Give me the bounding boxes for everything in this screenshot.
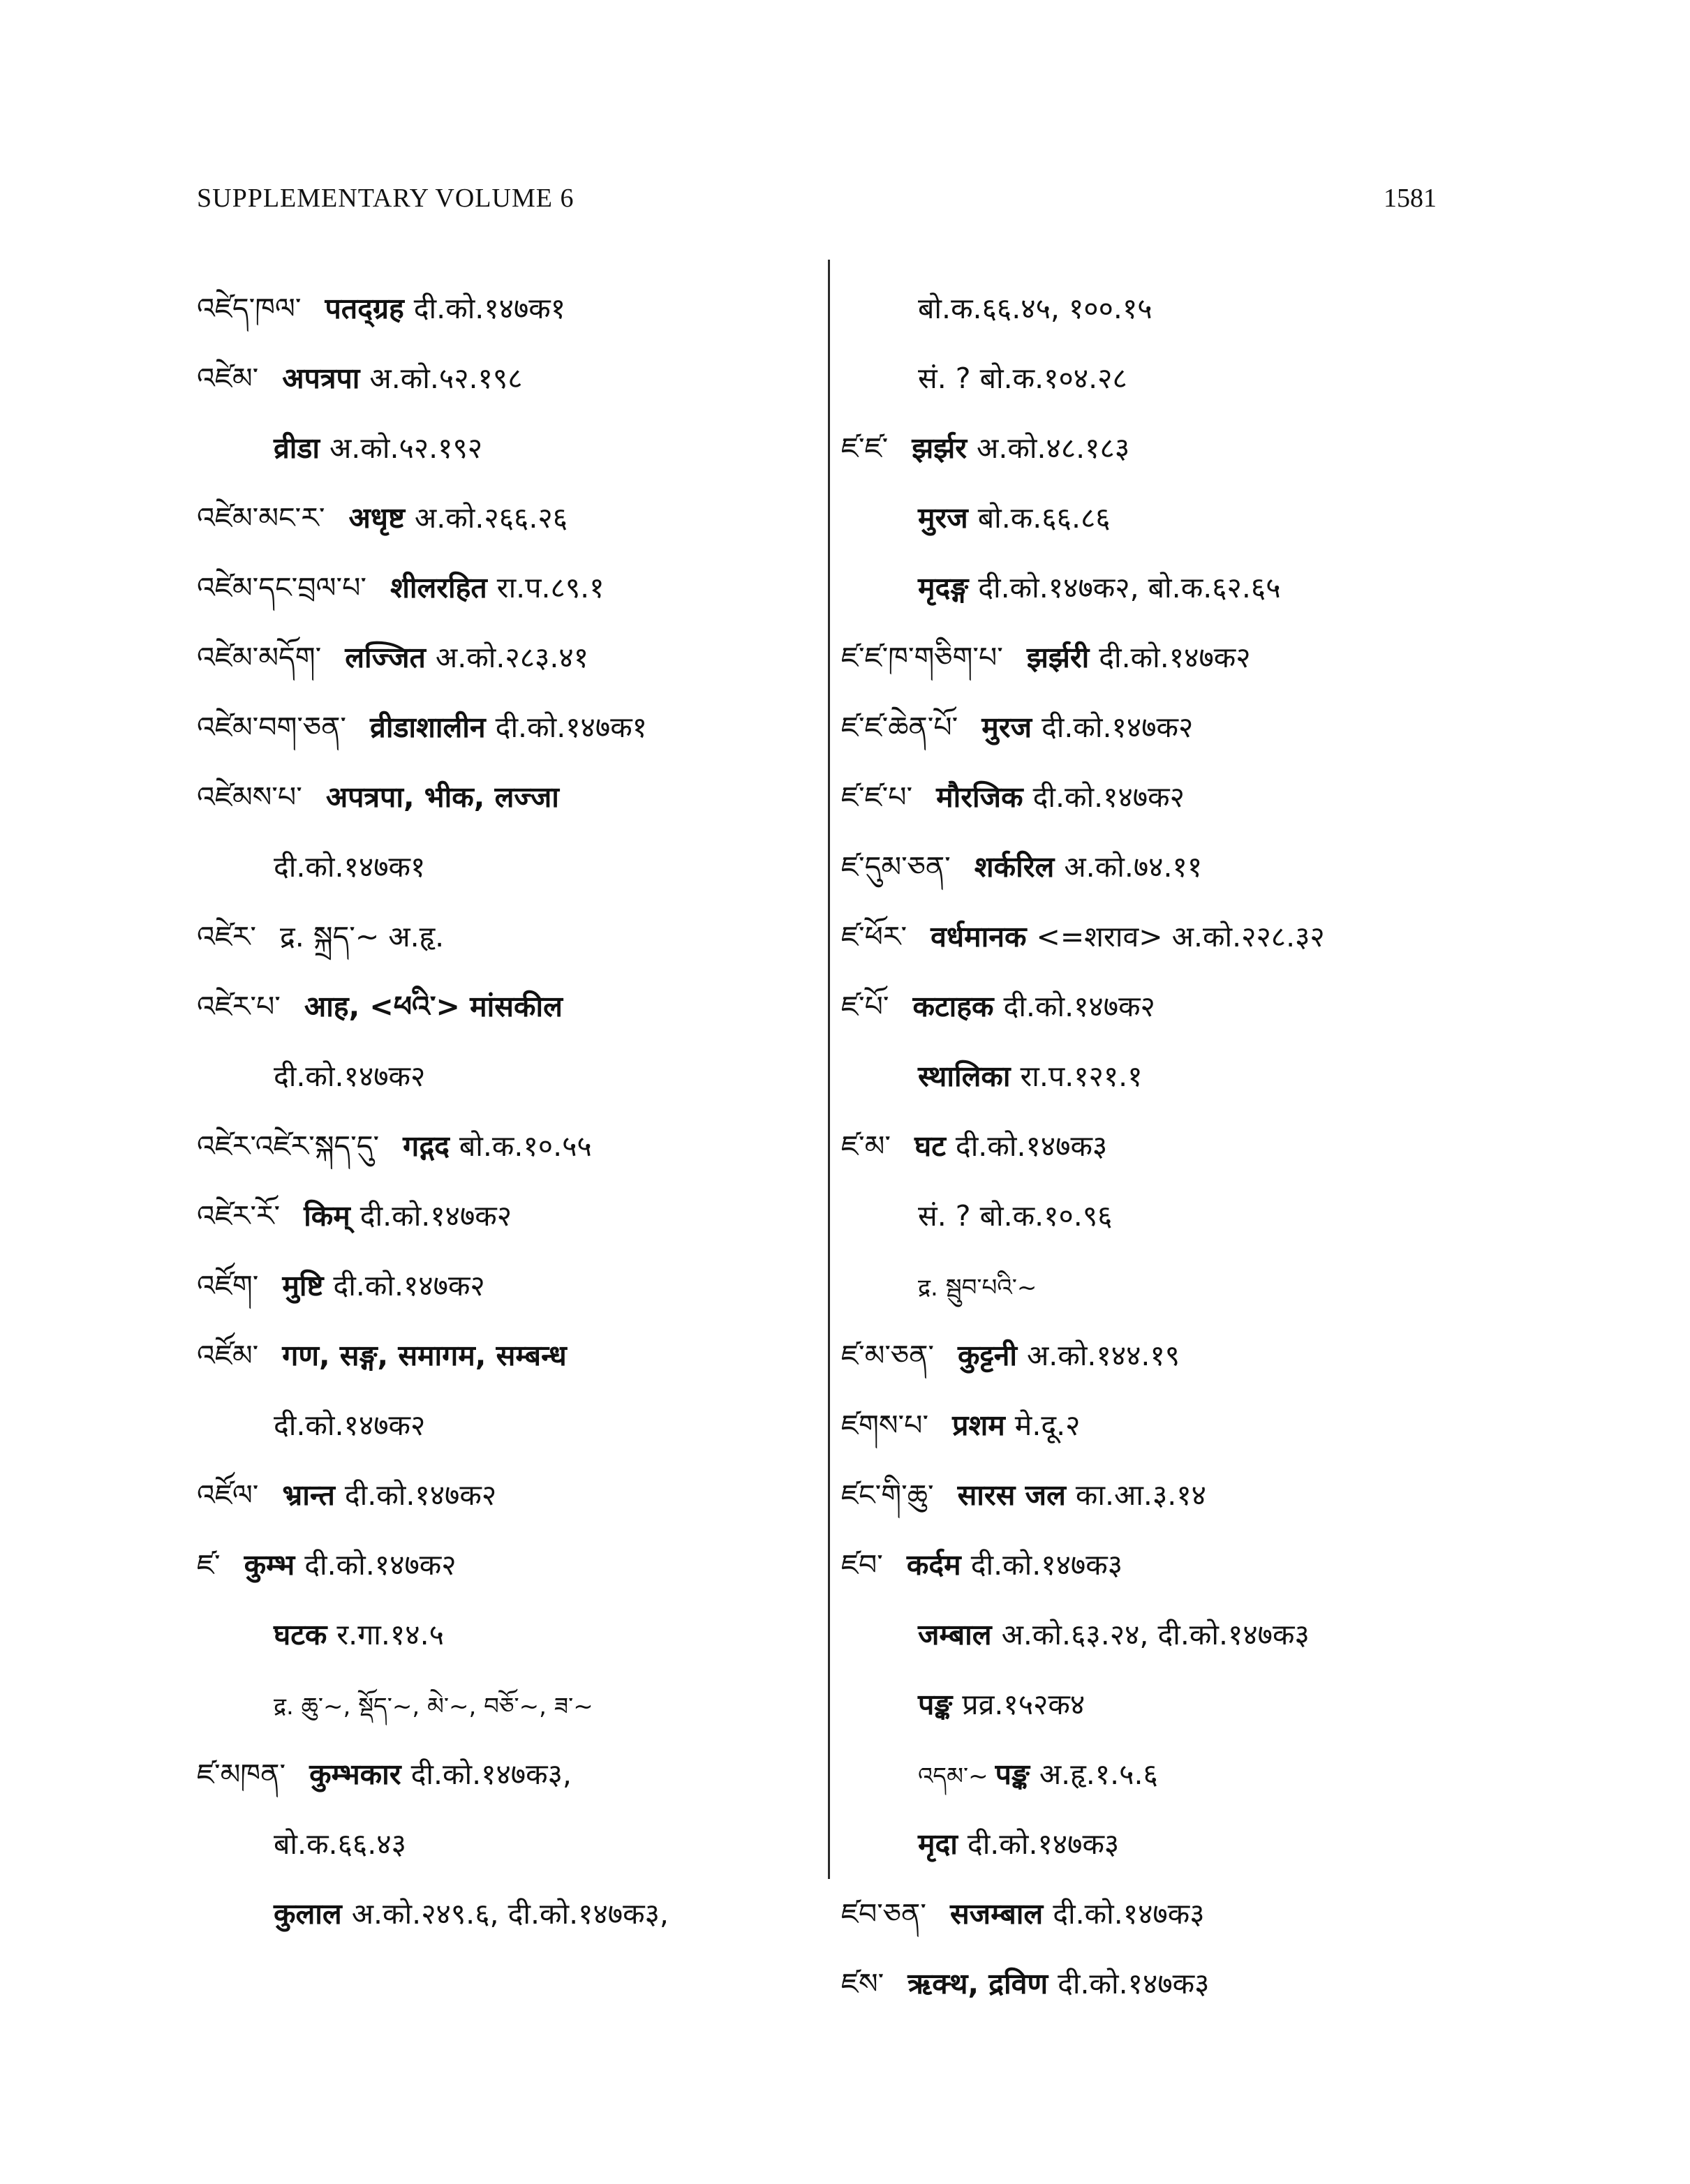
dictionary-entry <box>197 1181 811 1251</box>
entry-line <box>197 1530 811 1600</box>
sanskrit-equivalent: कटाहक <box>912 990 994 1023</box>
source-reference: र.गा.१४.५ <box>336 1618 444 1651</box>
source-reference: दी.को.१४७क१ <box>413 292 566 325</box>
source-reference: का.आ.३.१४ <box>1075 1478 1206 1512</box>
source-reference: दी.को.१४७क२ <box>333 1269 485 1302</box>
sanskrit-equivalent: व्रीडा <box>274 431 320 465</box>
tibetan-headword: ཛ་དུམ་ཅན་ <box>841 850 951 884</box>
entry-line <box>841 692 1455 762</box>
source-reference: अ.को.६३.२४, दी.को.१४७क३ <box>1001 1618 1310 1651</box>
source-reference: सं. ? बो.क.१०.९६ <box>918 1199 1113 1233</box>
entry-line <box>197 1181 811 1251</box>
sanskrit-equivalent: शीलरहित <box>390 571 487 604</box>
sanskrit-equivalent: मौरजिक <box>936 780 1023 814</box>
tibetan-headword: ཛ་ཛ་པ་ <box>841 780 913 814</box>
entry-line <box>841 623 1455 692</box>
source-reference: द्र. ཆུ་~, སྡོད་~, མེ་~, བཅོ་~, ཟ་~ <box>274 1693 593 1721</box>
entry-line <box>841 1251 1455 1321</box>
sanskrit-equivalent: ऋक्थ, द्रविण <box>907 1967 1048 2000</box>
entry-line <box>197 1809 811 1879</box>
dictionary-entry <box>197 902 811 972</box>
entry-line <box>197 483 811 553</box>
sanskrit-equivalent: अपत्रपा, भीक, लज्जा <box>325 780 559 814</box>
entry-line <box>197 623 811 692</box>
tibetan-headword: འཛེར་པ་ <box>197 990 281 1023</box>
source-reference: बो.क.६६.४३ <box>274 1827 406 1861</box>
source-reference: अ.को.२४९.६, दी.को.१४७क३, <box>351 1897 669 1931</box>
entry-line <box>841 1670 1455 1739</box>
right-column <box>841 274 1455 2019</box>
sanskrit-equivalent: कुट्टनी <box>958 1339 1017 1372</box>
source-reference: प्रव्र.१५२क४ <box>962 1688 1085 1721</box>
dictionary-entry <box>841 1390 1455 1460</box>
sanskrit-equivalent: झर्झर <box>912 431 968 465</box>
source-reference: दी.को.१४७क३ <box>1058 1967 1210 2000</box>
sanskrit-equivalent: घट <box>914 1129 946 1163</box>
dictionary-entry <box>841 1949 1455 2019</box>
sanskrit-equivalent: प्रशम <box>952 1409 1005 1442</box>
sanskrit-equivalent: कुलाल <box>274 1897 342 1931</box>
sanskrit-equivalent: अपत्रपा <box>282 362 360 395</box>
entry-line <box>841 1321 1455 1390</box>
source-reference: द्र. སྐྲད་~ अ.हृ. <box>280 920 445 953</box>
source-reference: दी.को.१४७क२ <box>1003 990 1155 1023</box>
entry-line <box>841 1809 1455 1879</box>
dictionary-entry <box>197 553 811 623</box>
page-header <box>197 183 1453 225</box>
tibetan-headword: འཛེར་རོ་ <box>197 1199 281 1233</box>
source-reference: अ.को.१४४.१९ <box>1026 1339 1180 1372</box>
tibetan-headword: འཛེམས་པ་ <box>197 780 302 814</box>
entry-line <box>841 1530 1455 1600</box>
entry-line <box>197 1321 811 1390</box>
tibetan-headword: འཛེམ་མདོག་ <box>197 641 322 674</box>
entry-line <box>841 483 1455 553</box>
dictionary-entry <box>841 1321 1455 1390</box>
tibetan-headword: འཛེར་ <box>197 920 256 953</box>
source-reference: बो.क.१०.५५ <box>459 1129 592 1163</box>
entry-line <box>841 1600 1455 1670</box>
sanskrit-equivalent: सारस जल <box>957 1478 1066 1512</box>
tibetan-headword: འཛོལ་ <box>197 1478 259 1512</box>
source-reference: अ.को.५२.१९८ <box>369 362 523 395</box>
sanskrit-equivalent: मुष्टि <box>282 1269 324 1302</box>
dictionary-entry <box>197 1530 811 1739</box>
entry-line <box>197 343 811 413</box>
running-head: SUPPLEMENTARY VOLUME 6 <box>197 184 575 213</box>
source-reference: दी.को.१४७क२ <box>1042 711 1194 744</box>
sanskrit-equivalent: वर्धमानक <box>931 920 1027 953</box>
dictionary-entry <box>197 1739 811 1949</box>
dictionary-entry <box>841 274 1455 413</box>
tibetan-headword: འཛེམ་མང་ར་ <box>197 501 325 535</box>
dictionary-entry <box>841 762 1455 832</box>
tibetan-headword: ཛ་ཛ་ཆེན་པོ་ <box>841 711 958 744</box>
sanskrit-equivalent: भ्रान्त <box>282 1478 335 1512</box>
source-reference: दी.को.१४७क२ <box>1099 641 1251 674</box>
source-reference: द्र. སྦུབ་པའི་~ <box>918 1274 1037 1302</box>
tibetan-headword: ཛགས་པ་ <box>841 1409 929 1442</box>
sanskrit-equivalent: कुम्भ <box>244 1548 295 1582</box>
entry-line <box>841 902 1455 972</box>
entry-line <box>841 553 1455 623</box>
entry-line <box>197 762 811 832</box>
entry-line <box>841 1181 1455 1251</box>
sanskrit-equivalent: झर्झरी <box>1026 641 1090 674</box>
source-reference: <=शराव> अ.को.२२८.३२ <box>1036 920 1325 953</box>
sanskrit-equivalent: लज्जित <box>345 641 426 674</box>
dictionary-entry <box>841 902 1455 972</box>
source-reference: अ.को.७४.११ <box>1064 850 1203 884</box>
tibetan-headword: འཛེམ་བག་ཅན་ <box>197 711 347 744</box>
dictionary-entry <box>197 762 811 902</box>
source-reference: दी.को.१४७क२, बो.क.६२.६५ <box>978 571 1281 604</box>
entry-line <box>197 553 811 623</box>
sanskrit-equivalent: व्रीडाशालीन <box>370 711 486 744</box>
source-reference: मे.दू.२ <box>1014 1409 1081 1442</box>
entry-line <box>197 274 811 343</box>
source-reference: रा.प.१२१.१ <box>1020 1060 1143 1093</box>
sanskrit-equivalent: अधृष्ट <box>348 501 405 535</box>
entry-line <box>197 1390 811 1460</box>
source-reference: दी.को.१४७क२ <box>360 1199 512 1233</box>
tibetan-headword: ཛ་མ་ <box>841 1129 891 1163</box>
sanskrit-equivalent: मृदङ्ग <box>918 571 969 604</box>
sanskrit-equivalent: कुम्भकार <box>309 1758 401 1791</box>
sanskrit-equivalent: आह, <ཕའི་> मांसकील <box>304 990 563 1023</box>
entry-line <box>841 762 1455 832</box>
tibetan-headword: ཛབ་ཅན་ <box>841 1897 926 1931</box>
source-reference: दी.को.१४७क२ <box>274 1060 426 1093</box>
entry-line <box>841 1460 1455 1530</box>
entry-line <box>841 1390 1455 1460</box>
sanskrit-equivalent: किम् <box>304 1199 350 1233</box>
source-reference: बो.क.६६.४५, १००.१५ <box>918 292 1152 325</box>
entry-line <box>197 413 811 483</box>
dictionary-entry <box>197 483 811 553</box>
source-reference: दी.को.१४७क३ <box>955 1129 1108 1163</box>
source-reference: अ.को.५२.१९२ <box>329 431 483 465</box>
tibetan-headword: ཛ་ <box>197 1548 221 1582</box>
dictionary-entry <box>841 972 1455 1111</box>
dictionary-entry <box>197 1111 811 1181</box>
dictionary-entry <box>841 413 1455 623</box>
tibetan-headword: ཛ་པོ་ <box>841 990 889 1023</box>
entry-line <box>197 972 811 1041</box>
sanskrit-equivalent: मृदा <box>918 1827 958 1861</box>
entry-line <box>841 1949 1455 2019</box>
dictionary-entry <box>841 832 1455 902</box>
dictionary-entry <box>197 1251 811 1321</box>
entry-line <box>841 972 1455 1041</box>
dictionary-entry <box>197 1321 811 1460</box>
sanskrit-equivalent: कर्दम <box>906 1548 961 1582</box>
tibetan-headword: ཛ་ཛ་ <box>841 431 889 465</box>
source-reference: दी.को.१४७क२ <box>304 1548 457 1582</box>
tibetan-headword: འཛེར་འཛེར་སྐད་དུ་ <box>197 1129 380 1163</box>
page-number: 1581 <box>1384 184 1437 213</box>
source-reference: अ.हृ.१.५.६ <box>1039 1758 1158 1791</box>
tibetan-headword: འཛོག་ <box>197 1269 259 1302</box>
sanskrit-equivalent: पङ्क <box>995 1758 1030 1791</box>
entry-line <box>197 902 811 972</box>
compound-prefix: འདམ་~ <box>918 1762 988 1790</box>
sanskrit-equivalent: सजम्बाल <box>949 1897 1044 1931</box>
entry-line <box>841 832 1455 902</box>
source-reference: दी.को.१४७क१ <box>274 850 426 884</box>
dictionary-entry <box>841 623 1455 692</box>
dictionary-entry <box>197 343 811 483</box>
entry-line <box>841 1041 1455 1111</box>
column-divider <box>828 260 830 1879</box>
entry-line <box>197 1251 811 1321</box>
tibetan-headword: འཛེད་ཁལ་ <box>197 292 302 325</box>
source-reference: दी.को.१४७क३, <box>410 1758 572 1791</box>
tibetan-headword: འཛེམ་དང་བྲལ་པ་ <box>197 571 366 604</box>
entry-line <box>197 832 811 902</box>
dictionary-entry <box>841 1530 1455 1879</box>
sanskrit-equivalent: शर्करिल <box>974 850 1055 884</box>
source-reference: अ.को.४८.१८३ <box>977 431 1130 465</box>
source-reference: रा.प.८९.१ <box>496 571 605 604</box>
entry-line <box>197 1600 811 1670</box>
entry-line <box>197 1041 811 1111</box>
entry-line <box>841 274 1455 343</box>
dictionary-entry <box>197 972 811 1111</box>
entry-line <box>841 413 1455 483</box>
sanskrit-equivalent: पतद्ग्रह <box>325 292 404 325</box>
left-column <box>197 274 811 1949</box>
source-reference: बो.क.६६.८६ <box>977 501 1111 535</box>
sanskrit-equivalent: गद्गद <box>403 1129 450 1163</box>
source-reference: दी.को.१४७क३ <box>1053 1897 1205 1931</box>
entry-line <box>841 1111 1455 1181</box>
dictionary-entry <box>841 1879 1455 1949</box>
sanskrit-equivalent: पङ्क <box>918 1688 953 1721</box>
dictionary-entry <box>841 1460 1455 1530</box>
sanskrit-equivalent: मुरज <box>918 501 968 535</box>
sanskrit-equivalent: स्थालिका <box>918 1060 1011 1093</box>
sanskrit-equivalent: घटक <box>274 1618 327 1651</box>
source-reference: अ.को.२८३.४१ <box>435 641 589 674</box>
dictionary-entry <box>841 1111 1455 1321</box>
dictionary-entry <box>197 1460 811 1530</box>
source-reference: दी.को.१४७क१ <box>495 711 648 744</box>
tibetan-headword: ཛ་ཛ་ཁ་གཅིག་པ་ <box>841 641 1003 674</box>
entry-line <box>197 692 811 762</box>
source-reference: दी.को.१४७क२ <box>1032 780 1185 814</box>
entry-line <box>197 1879 811 1949</box>
sanskrit-equivalent: मुरज <box>981 711 1032 744</box>
entry-line <box>197 1739 811 1809</box>
tibetan-headword: འཛོམ་ <box>197 1339 259 1372</box>
entry-line <box>197 1670 811 1739</box>
tibetan-headword: འཛེམ་ <box>197 362 259 395</box>
tibetan-headword: ཛང་གི་ཆུ་ <box>841 1478 934 1512</box>
source-reference: सं. ? बो.क.१०४.२८ <box>918 362 1127 395</box>
source-reference: दी.को.१४७क२ <box>274 1409 426 1442</box>
entry-line <box>197 1460 811 1530</box>
source-reference: दी.को.१४७क२ <box>344 1478 497 1512</box>
source-reference: दी.को.१४७क३ <box>970 1548 1123 1582</box>
entry-line <box>197 1111 811 1181</box>
entry-line <box>841 1739 1455 1809</box>
sanskrit-equivalent: जम्बाल <box>918 1618 992 1651</box>
source-reference: अ.को.२६६.२६ <box>414 501 568 535</box>
entry-line <box>841 1879 1455 1949</box>
dictionary-entry <box>197 692 811 762</box>
tibetan-headword: ཛས་ <box>841 1967 884 2000</box>
source-reference: दी.को.१४७क३ <box>967 1827 1120 1861</box>
tibetan-headword: ཛབ་ <box>841 1548 883 1582</box>
tibetan-headword: ཛ་མཁན་ <box>197 1758 286 1791</box>
dictionary-entry <box>197 274 811 343</box>
tibetan-headword: ཛ་མ་ཅན་ <box>841 1339 935 1372</box>
entry-line <box>841 343 1455 413</box>
dictionary-entry <box>197 623 811 692</box>
sanskrit-equivalent: गण, सङ्ग, समागम, सम्बन्ध <box>282 1339 567 1372</box>
tibetan-headword: ཛ་ཕོར་ <box>841 920 907 953</box>
dictionary-entry <box>841 692 1455 762</box>
